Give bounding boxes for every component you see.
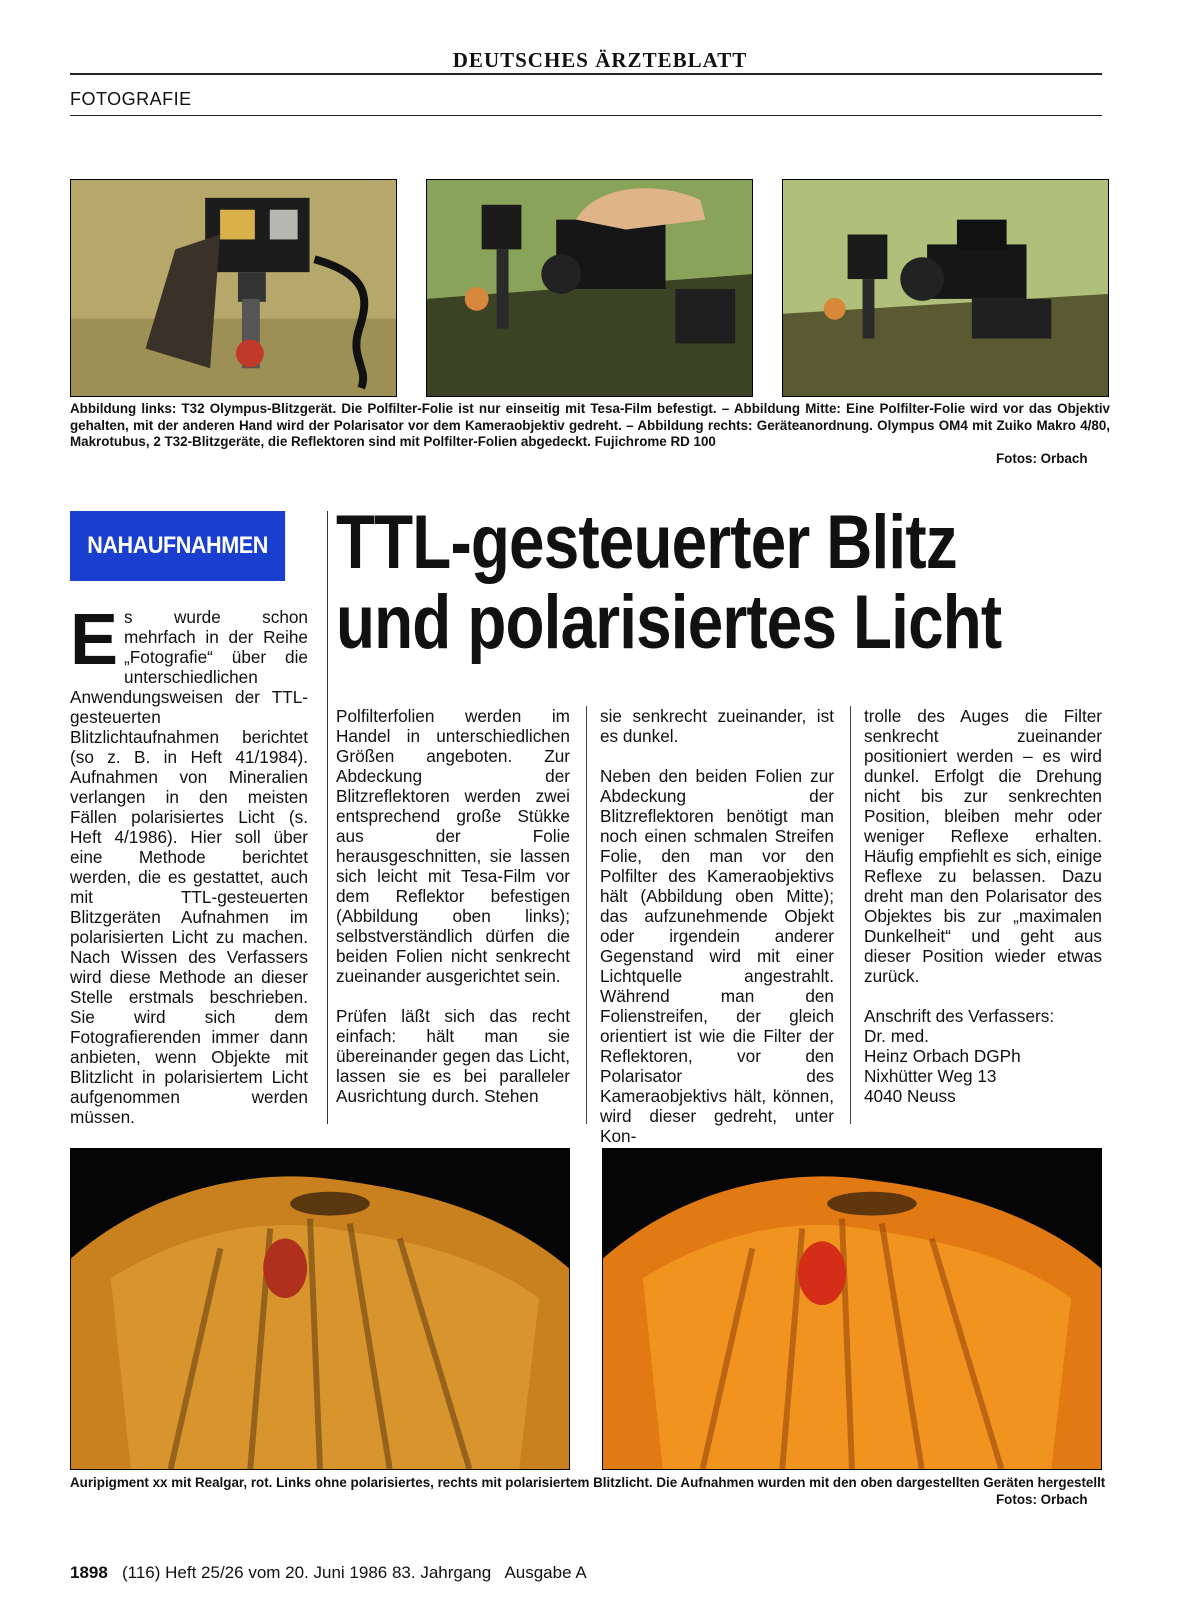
column-3-paragraph-2: Neben den beiden Folien zur Abdeckung der Blitzreflektoren benötigt man noch einen schmalen Streifen Folie, den man vor den Polfilter des Kameraobjektivs hält (Abbildung oben Mitte); das aufzunehmende Objekt oder irgendein anderer Gegenstand wird mit einer Lichtquelle angestrahlt. Während man den Folienstreifen, der gleich orientiert ist wie die Filter der Reflektoren, vor den Polarisator des Kameraobjektivs hält, können, wird dieser gedreht, unter Kon- (600, 766, 834, 1146)
address-street: Nixhütter Weg 13 (864, 1066, 997, 1086)
address-title: Dr. med. (864, 1026, 929, 1046)
photo-flash-unit (70, 179, 397, 397)
page-number: 1898 (70, 1563, 108, 1582)
issue-info: (116) Heft 25/26 vom 20. Juni 1986 83. Jahrgang (122, 1563, 492, 1582)
column-divider-3 (850, 706, 851, 1124)
column-divider-main (327, 511, 328, 1124)
header-rule-top (70, 73, 1102, 75)
drop-cap: E (70, 600, 119, 680)
headline-line-1: TTL-gesteuerter Blitz (336, 500, 957, 585)
photo-setup (782, 179, 1109, 397)
header-rule-bottom (70, 115, 1102, 116)
column-2-paragraph-2: Prüfen läßt sich das recht einfach: hält man sie übereinander gegen das Licht, lassen sie es bei paralleler Ausrichtung durch. Stehen (336, 1006, 570, 1106)
headline-line-2: und polarisiertes Licht (336, 580, 1002, 665)
bottom-caption: Auripigment xx mit Realgar, rot. Links ohne polarisiertes, rechts mit polarisiertem Blitzlicht. Die Aufnahmen wurden mit den oben dargestellten Geräten hergestellt (70, 1475, 1106, 1490)
address-label: Anschrift des Verfassers: (864, 1006, 1055, 1026)
article-column-4 (864, 706, 1102, 1106)
address-name: Heinz Orbach DGPh (864, 1046, 1021, 1066)
article-column-3 (600, 706, 834, 1146)
masthead: DEUTSCHES ÄRZTEBLATT (452, 48, 748, 72)
headline (336, 500, 1002, 665)
bottom-photo-credit: Fotos: Orbach (996, 1492, 1088, 1507)
edition-label: Ausgabe A (504, 1563, 587, 1582)
page-footer (70, 1563, 587, 1583)
kicker-label: NAHAUFNAHMEN (70, 511, 285, 581)
photo-mineral-polarized (602, 1148, 1102, 1470)
section-label: FOTOGRAFIE (70, 89, 192, 109)
photo-hand-camera (426, 179, 753, 397)
address-city: 4040 Neuss (864, 1086, 956, 1106)
article-column-1 (70, 600, 308, 1127)
article-column-2 (336, 706, 570, 1106)
top-photo-credit: Fotos: Orbach (996, 451, 1088, 466)
column-1-text: s wurde schon mehrfach in der Reihe „Fotografie“ über die unterschiedlichen Anwendungsweisen der TTL-gesteuerten Blitzlichtaufnahmen berichtet (so z. B. in Heft 41/1984). Aufnahmen von Mineralien verlangen in den meisten Fällen polarisiertes Licht (s. Heft 4/1986). Hier soll über eine Methode berichtet werden, die es gestattet, auch mit TTL-gesteuerten Blitzgeräten Aufnahmen im polarisierten Licht zu machen. Nach Wissen des Verfassers wird diese Methode an dieser Stelle erstmals beschrieben. Sie wird sich dem Fotografierenden immer dann anbieten, wenn Objekte mit Blitzlicht in polarisiertem Licht aufgenommen werden müssen. (70, 607, 308, 1127)
column-divider-2 (586, 706, 587, 1124)
photo-mineral-unpolarized (70, 1148, 570, 1470)
column-3-paragraph-1: sie senkrecht zueinander, ist es dunkel. (600, 706, 834, 746)
author-address (864, 1006, 1102, 1106)
column-4-paragraph-1: trolle des Auges die Filter senkrecht zueinander positioniert werden – es wird dunkel. Erfolgt die Drehung nicht bis zur senkrechten Position, bleiben mehr oder weniger Reflexe erhalten. Häufig empfiehlt es sich, einige Reflexe zu belassen. Dazu dreht man den Polarisator des Objektes bis zur „maximalen Dunkelheit“ und geht aus dieser Position wieder etwas zurück. (864, 706, 1102, 986)
column-2-paragraph-1: Polfilterfolien werden im Handel in unterschiedlichen Größen angeboten. Zur Abdeckung der Blitzreflektoren werden zwei entsprechend große Stükke aus der Folie herausgeschnitten, sie lassen sich leicht mit Tesa-Film vor dem Reflektor befestigen (Abbildung oben links); selbstverständlich dürfen die beiden Folien nicht senkrecht zueinander ausgerichtet sein. (336, 706, 570, 986)
top-caption: Abbildung links: T32 Olympus-Blitzgerät. Die Polfilter-Folie ist nur einseitig mit Tesa-Film befestigt. – Abbildung Mitte: Eine Polfilter-Folie wird vor das Objektiv gehalten, mit der anderen Hand wird der Polarisator vor dem Kameraobjektiv gedreht. – Abbildung rechts: Geräteanordnung. Olympus OM4 mit Zuiko Makro 4/80, Makrotubus, 2 T32-Blitzgeräte, die Reflektoren sind mit Polfilter-Folien abgedeckt. Fujichrome RD 100 (70, 401, 1110, 449)
